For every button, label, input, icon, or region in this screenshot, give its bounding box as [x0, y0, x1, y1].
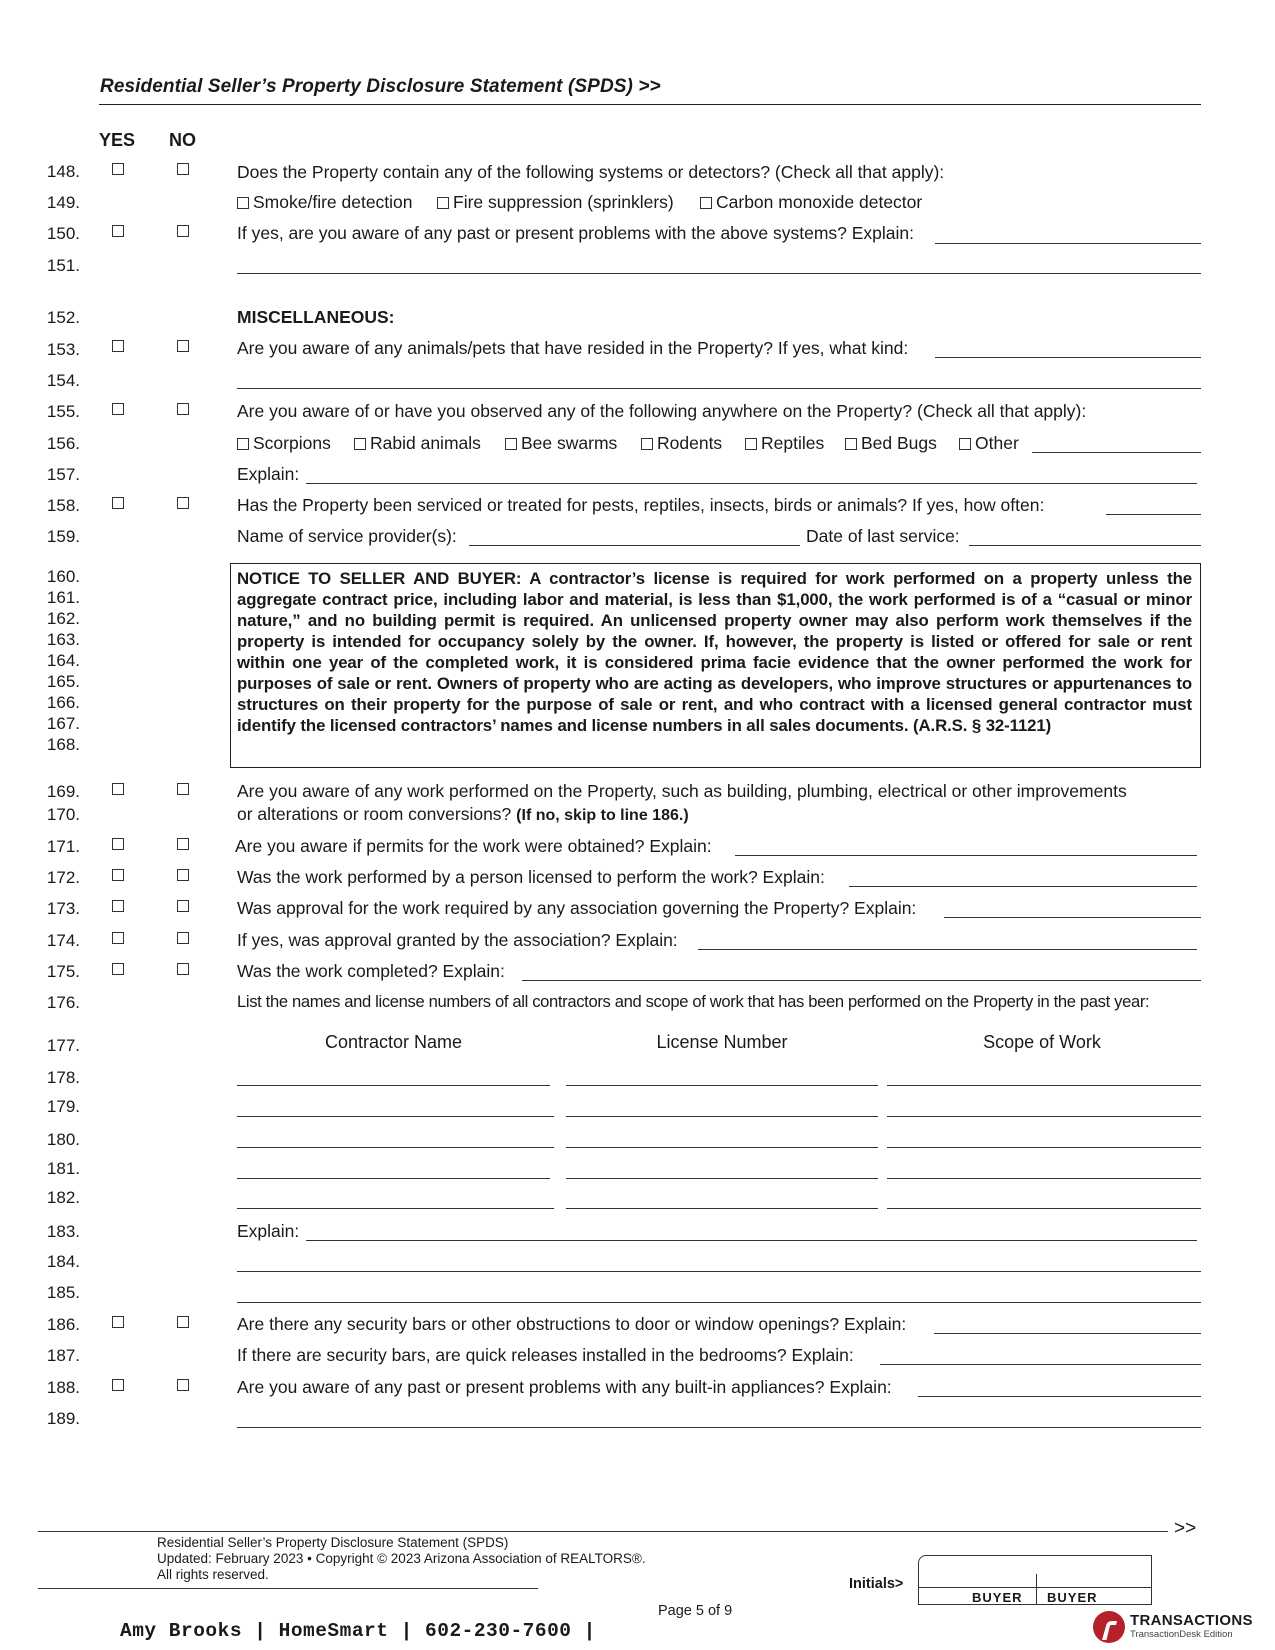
line-number: 159. [46, 527, 80, 546]
line-number: 180. [46, 1130, 80, 1149]
contractor-name-field[interactable] [237, 1147, 554, 1148]
checkbox-icon[interactable] [237, 197, 249, 209]
contractors-instruction: List the names and license numbers of all contractors and scope of work that has been performed on the Property in the past year: [237, 992, 1150, 1011]
brand-name: TRANSACTIONS [1130, 1612, 1253, 1629]
explain-field-184[interactable] [237, 1271, 1201, 1272]
skip-instruction: (If no, skip to line 186.) [516, 807, 689, 824]
line-number: 165. [46, 672, 80, 691]
line-number: 169. [46, 782, 80, 801]
explain-label: Explain: [237, 464, 300, 484]
line-number: 184. [46, 1252, 80, 1271]
no-checkbox-172[interactable] [177, 869, 189, 881]
buyer-initials-box[interactable] [918, 1555, 1152, 1605]
line-number: 171. [46, 837, 80, 856]
license-number-field[interactable] [566, 1116, 878, 1117]
brand-subtitle: TransactionDesk Edition [1130, 1629, 1233, 1640]
no-checkbox-169[interactable] [177, 783, 189, 795]
line-number: 157. [46, 465, 80, 484]
explain-field-188[interactable] [918, 1396, 1201, 1397]
no-checkbox-155[interactable] [177, 403, 189, 415]
license-number-field[interactable] [566, 1208, 878, 1209]
no-checkbox-150[interactable] [177, 225, 189, 237]
section-heading-miscellaneous: MISCELLANEOUS: [237, 307, 395, 327]
yes-checkbox-148[interactable] [112, 163, 124, 175]
license-number-field[interactable] [566, 1178, 878, 1179]
line-number: 170. [46, 805, 80, 824]
explain-field-154[interactable] [237, 388, 1201, 389]
last-service-date-field[interactable] [969, 545, 1201, 546]
explain-field-172[interactable] [849, 886, 1197, 887]
header-divider [99, 104, 1201, 105]
no-column-header: NO [169, 130, 196, 150]
checkbox-icon[interactable] [437, 197, 449, 209]
yes-checkbox-175[interactable] [112, 963, 124, 975]
explain-field-150[interactable] [935, 243, 1201, 244]
yes-checkbox-172[interactable] [112, 869, 124, 881]
next-page-arrow: >> [1174, 1518, 1197, 1539]
question-175: Was the work completed? Explain: [237, 961, 505, 981]
line-number: 162. [46, 609, 80, 628]
yes-checkbox-158[interactable] [112, 497, 124, 509]
yes-checkbox-150[interactable] [112, 225, 124, 237]
line-number: 172. [46, 868, 80, 887]
question-170: or alterations or room conversions? (If no, skip to line 186.) [237, 804, 689, 824]
last-service-date-label: Date of last service: [806, 526, 960, 546]
question-150: If yes, are you aware of any past or present problems with the above systems? Explain: [237, 223, 915, 243]
line-number: 148. [46, 162, 80, 181]
line-number: 158. [46, 496, 80, 515]
document-title: Residential Seller’s Property Disclosure Statement (SPDS) >> [100, 76, 661, 97]
line-number: 163. [46, 630, 80, 649]
question-153: Are you aware of any animals/pets that have resided in the Property? If yes, what kind: [237, 338, 909, 358]
explain-field-189[interactable] [237, 1427, 1201, 1428]
line-number: 156. [46, 434, 80, 453]
yes-checkbox-186[interactable] [112, 1316, 124, 1328]
line-number: 149. [46, 193, 80, 212]
footer-rights: All rights reserved. [157, 1567, 269, 1582]
explain-field-183[interactable] [306, 1240, 1197, 1241]
scope-of-work-field[interactable] [887, 1085, 1201, 1086]
explain-field-186[interactable] [934, 1333, 1201, 1334]
scope-of-work-header: Scope of Work [983, 1032, 1101, 1052]
line-number: 174. [46, 931, 80, 950]
line-number: 188. [46, 1378, 80, 1397]
contractor-name-field[interactable] [237, 1116, 554, 1117]
scope-of-work-field[interactable] [887, 1208, 1201, 1209]
no-checkbox-186[interactable] [177, 1316, 189, 1328]
license-number-header: License Number [656, 1032, 788, 1052]
scope-of-work-field[interactable] [887, 1147, 1201, 1148]
checkbox-icon[interactable] [745, 438, 757, 450]
line-number: 187. [46, 1346, 80, 1365]
contractor-name-field[interactable] [237, 1085, 550, 1086]
line-number: 182. [46, 1188, 80, 1207]
line-number: 152. [46, 308, 80, 327]
initials-divider [1036, 1574, 1037, 1605]
yes-checkbox-171[interactable] [112, 838, 124, 850]
contractor-name-header: Contractor Name [324, 1032, 463, 1052]
question-174: If yes, was approval granted by the association? Explain: [237, 930, 678, 950]
footer-doc-name: Residential Seller’s Property Disclosure Statement (SPDS) [157, 1535, 509, 1550]
no-checkbox-158[interactable] [177, 497, 189, 509]
yes-checkbox-155[interactable] [112, 403, 124, 415]
question-158: Has the Property been serviced or treated for pests, reptiles, insects, birds or animals? If yes, how often: [237, 495, 1045, 515]
explain-label: Explain: [237, 1221, 300, 1241]
option-carbon-monoxide-detector[interactable]: Carbon monoxide detector [700, 192, 922, 212]
checkbox-icon[interactable] [237, 438, 249, 450]
yes-column-header: YES [99, 130, 136, 150]
page-number: Page 5 of 9 [658, 1603, 733, 1619]
line-number: 168. [46, 735, 80, 754]
initials-underline [918, 1587, 1152, 1588]
question-187: If there are security bars, are quick releases installed in the bedrooms? Explain: [237, 1345, 854, 1365]
yes-checkbox-169[interactable] [112, 783, 124, 795]
footer-updated: Updated: February 2023 • Copyright © 2023 Arizona Association of REALTORS®. [157, 1551, 646, 1566]
line-number: 167. [46, 714, 80, 733]
yes-checkbox-174[interactable] [112, 932, 124, 944]
explain-field-173[interactable] [944, 917, 1201, 918]
yes-checkbox-153[interactable] [112, 340, 124, 352]
option-reptiles[interactable]: Reptiles [745, 433, 824, 453]
option-bee-swarms[interactable]: Bee swarms [505, 433, 617, 453]
option-rabid-animals[interactable]: Rabid animals [354, 433, 481, 453]
line-number: 175. [46, 962, 80, 981]
question-173: Was approval for the work required by any association governing the Property? Explain: [237, 898, 917, 918]
checkbox-icon[interactable] [641, 438, 653, 450]
line-number: 160. [46, 567, 80, 586]
checkbox-icon[interactable] [354, 438, 366, 450]
line-number: 185. [46, 1283, 80, 1302]
line-number: 183. [46, 1222, 80, 1241]
service-provider-label: Name of service provider(s): [237, 526, 457, 546]
no-checkbox-175[interactable] [177, 963, 189, 975]
question-188: Are you aware of any past or present problems with any built-in appliances? Explain: [237, 1377, 892, 1397]
checkbox-icon[interactable] [505, 438, 517, 450]
transactions-logo-icon [1092, 1610, 1126, 1644]
no-checkbox-173[interactable] [177, 900, 189, 912]
line-number: 155. [46, 402, 80, 421]
line-number: 173. [46, 899, 80, 918]
line-number: 177. [46, 1036, 80, 1055]
line-number: 181. [46, 1159, 80, 1178]
buyer-label-2: BUYER [1047, 1590, 1098, 1605]
explain-field-151[interactable] [237, 273, 1201, 274]
question-172: Was the work performed by a person licensed to perform the work? Explain: [237, 867, 825, 887]
checkbox-icon[interactable] [845, 438, 857, 450]
line-number: 186. [46, 1315, 80, 1334]
explain-field-185[interactable] [237, 1302, 1201, 1303]
option-other[interactable]: Other [959, 433, 1019, 453]
line-number: 164. [46, 651, 80, 670]
other-field[interactable] [1032, 452, 1201, 453]
no-checkbox-188[interactable] [177, 1379, 189, 1391]
question-171: Are you aware if permits for the work were obtained? Explain: [235, 836, 712, 856]
question-186: Are there any security bars or other obstructions to door or window openings? Explain: [237, 1314, 907, 1334]
checkbox-icon[interactable] [700, 197, 712, 209]
line-number: 166. [46, 693, 80, 712]
line-number: 189. [46, 1409, 80, 1428]
option-rodents[interactable]: Rodents [641, 433, 722, 453]
option-scorpions[interactable]: Scorpions [237, 433, 331, 453]
initials-label: Initials> [849, 1576, 904, 1592]
option-bed-bugs[interactable]: Bed Bugs [845, 433, 937, 453]
contractor-name-field[interactable] [237, 1178, 550, 1179]
line-number: 153. [46, 340, 80, 359]
explain-field-175[interactable] [522, 980, 1201, 981]
yes-checkbox-188[interactable] [112, 1379, 124, 1391]
no-checkbox-148[interactable] [177, 163, 189, 175]
scope-of-work-field[interactable] [887, 1116, 1201, 1117]
no-checkbox-174[interactable] [177, 932, 189, 944]
footer-divider [38, 1531, 1168, 1532]
contractor-license-notice [230, 563, 1201, 768]
explain-field-171[interactable] [735, 855, 1197, 856]
service-frequency-field[interactable] [1106, 514, 1201, 515]
scope-of-work-field[interactable] [887, 1178, 1201, 1179]
explain-field-157[interactable] [306, 483, 1197, 484]
line-number: 161. [46, 588, 80, 607]
line-number: 178. [46, 1068, 80, 1087]
option-fire-suppression[interactable]: Fire suppression (sprinklers) [437, 192, 674, 212]
no-checkbox-171[interactable] [177, 838, 189, 850]
question-169: Are you aware of any work performed on the Property, such as building, plumbing, electrical or other improvements [237, 781, 1127, 801]
agent-info: Amy Brooks | HomeSmart | 602-230-7600 | [120, 1620, 596, 1642]
no-checkbox-153[interactable] [177, 340, 189, 352]
license-number-field[interactable] [566, 1147, 878, 1148]
animals-kind-field[interactable] [935, 357, 1201, 358]
license-number-field[interactable] [566, 1085, 878, 1086]
contractor-name-field[interactable] [237, 1208, 554, 1209]
option-smoke-fire-detection[interactable]: Smoke/fire detection [237, 192, 413, 212]
footer-divider-lower [38, 1588, 538, 1589]
line-number: 179. [46, 1097, 80, 1116]
explain-field-187[interactable] [880, 1364, 1201, 1365]
question-155: Are you aware of or have you observed any of the following anywhere on the Property? (Check all that apply): [237, 401, 1087, 421]
buyer-label-1: BUYER [972, 1590, 1023, 1605]
yes-checkbox-173[interactable] [112, 900, 124, 912]
notice-text: NOTICE TO SELLER AND BUYER: A contractor’s license is required for work performed on a property unless the aggregate contract price, including labor and material, is less than $1,000, the work performed is of a “casual or minor nature,” and no building permit is required. An unlicensed property owner may also perform work themselves if the property is intended for occupancy solely by the owner. If, however, the property is listed or offered for sale or rent within one year of the completed work, it is considered prima facie evidence that the owner performed the work for purposes of sale or rent. Owners of property who are acting as developers, who improve structures or appurtenances to structures on their property for the purpose of sale or rent, and who contract with a licensed general contractor must identify the licensed contractors’ names and license numbers in all sales documents. (A.R.S. § 32-1121) [237, 569, 1192, 735]
explain-field-174[interactable] [698, 949, 1197, 950]
line-number: 176. [46, 993, 80, 1012]
service-provider-field[interactable] [469, 545, 800, 546]
question-148: Does the Property contain any of the following systems or detectors? (Check all that apply): [237, 162, 945, 182]
checkbox-icon[interactable] [959, 438, 971, 450]
line-number: 154. [46, 371, 80, 390]
line-number: 150. [46, 224, 80, 243]
line-number: 151. [46, 256, 80, 275]
